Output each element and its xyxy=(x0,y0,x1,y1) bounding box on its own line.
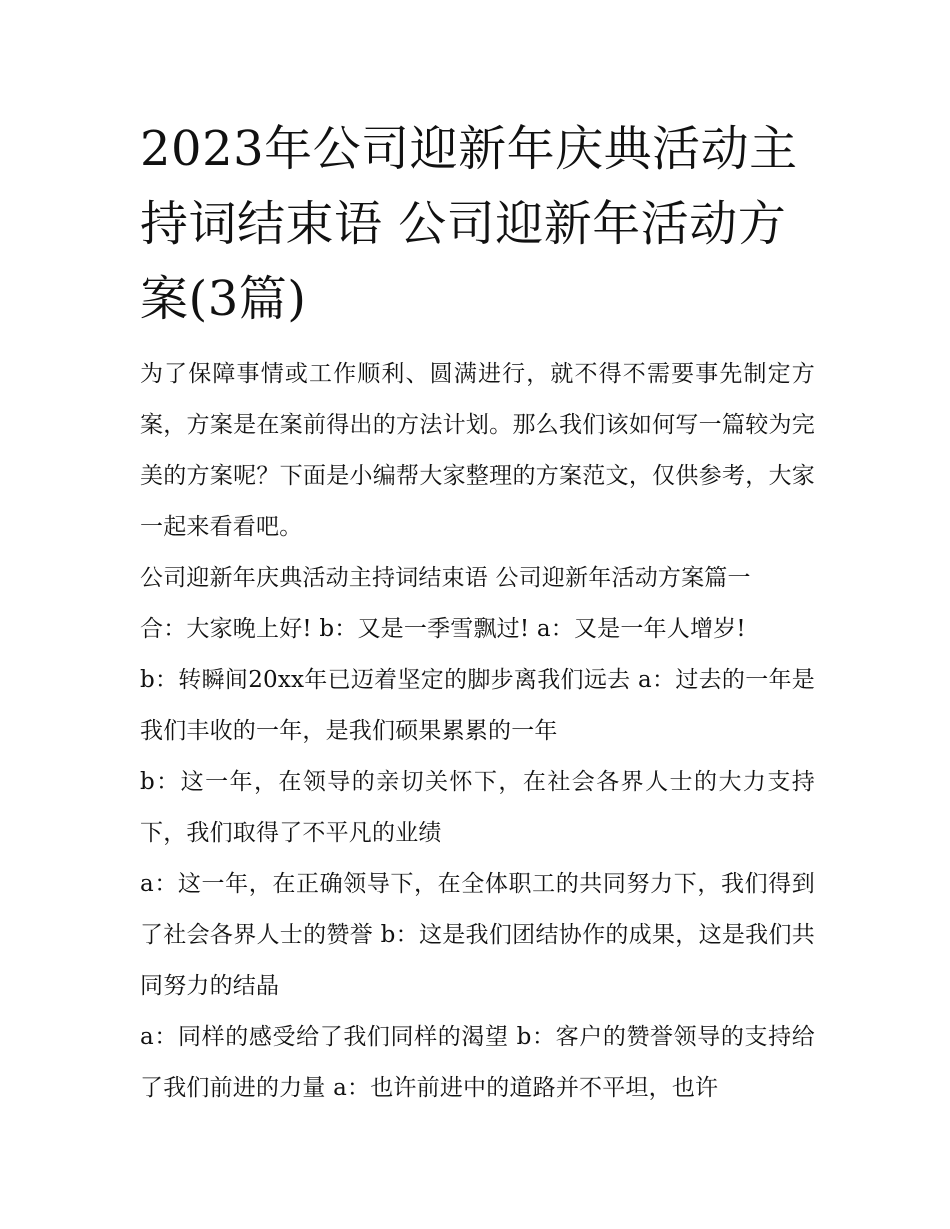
body-paragraph: b：这一年，在领导的亲切关怀下，在社会各界人士的大力支持下，我们取得了不平凡的业绩 xyxy=(140,769,815,846)
document-page xyxy=(140,112,815,1114)
intro-paragraph: 为了保障事情或工作顺利、圆满进行，就不得不需要事先制定方案，方案是在案前得出的方法计划。那么我们该如何写一篇较为完美的方案呢？下面是小编帮大家整理的方案范文，仅供参考，大家一起来看看吧。 xyxy=(140,361,815,540)
body-paragraph: a：这一年，在正确领导下，在全体职工的共同努力下，我们得到了社会各界人士的赞誉 b：这是我们团结协作的成果，这是我们共同努力的结晶 xyxy=(140,871,815,999)
section-heading: 公司迎新年庆典活动主持词结束语 公司迎新年活动方案篇一 xyxy=(140,565,751,591)
body-paragraph: 合：大家晚上好! b：又是一季雪飘过! a：又是一年人增岁! xyxy=(140,616,746,642)
document-title xyxy=(140,112,815,337)
title-line-3: 案(3篇) xyxy=(140,271,307,327)
title-line-1: 2023年公司迎新年庆典活动主 xyxy=(140,121,798,177)
title-line-2: 持词结束语 公司迎新年活动方 xyxy=(140,196,787,252)
body-paragraph: b：转瞬间20xx年已迈着坚定的脚步离我们远去 a：过去的一年是我们丰收的一年，是我们硕果累累的一年 xyxy=(140,667,815,744)
body-paragraph: a：同样的感受给了我们同样的渴望 b：客户的赞誉领导的支持给了我们前进的力量 a：也许前进中的道路并不平坦，也许 xyxy=(140,1024,815,1101)
